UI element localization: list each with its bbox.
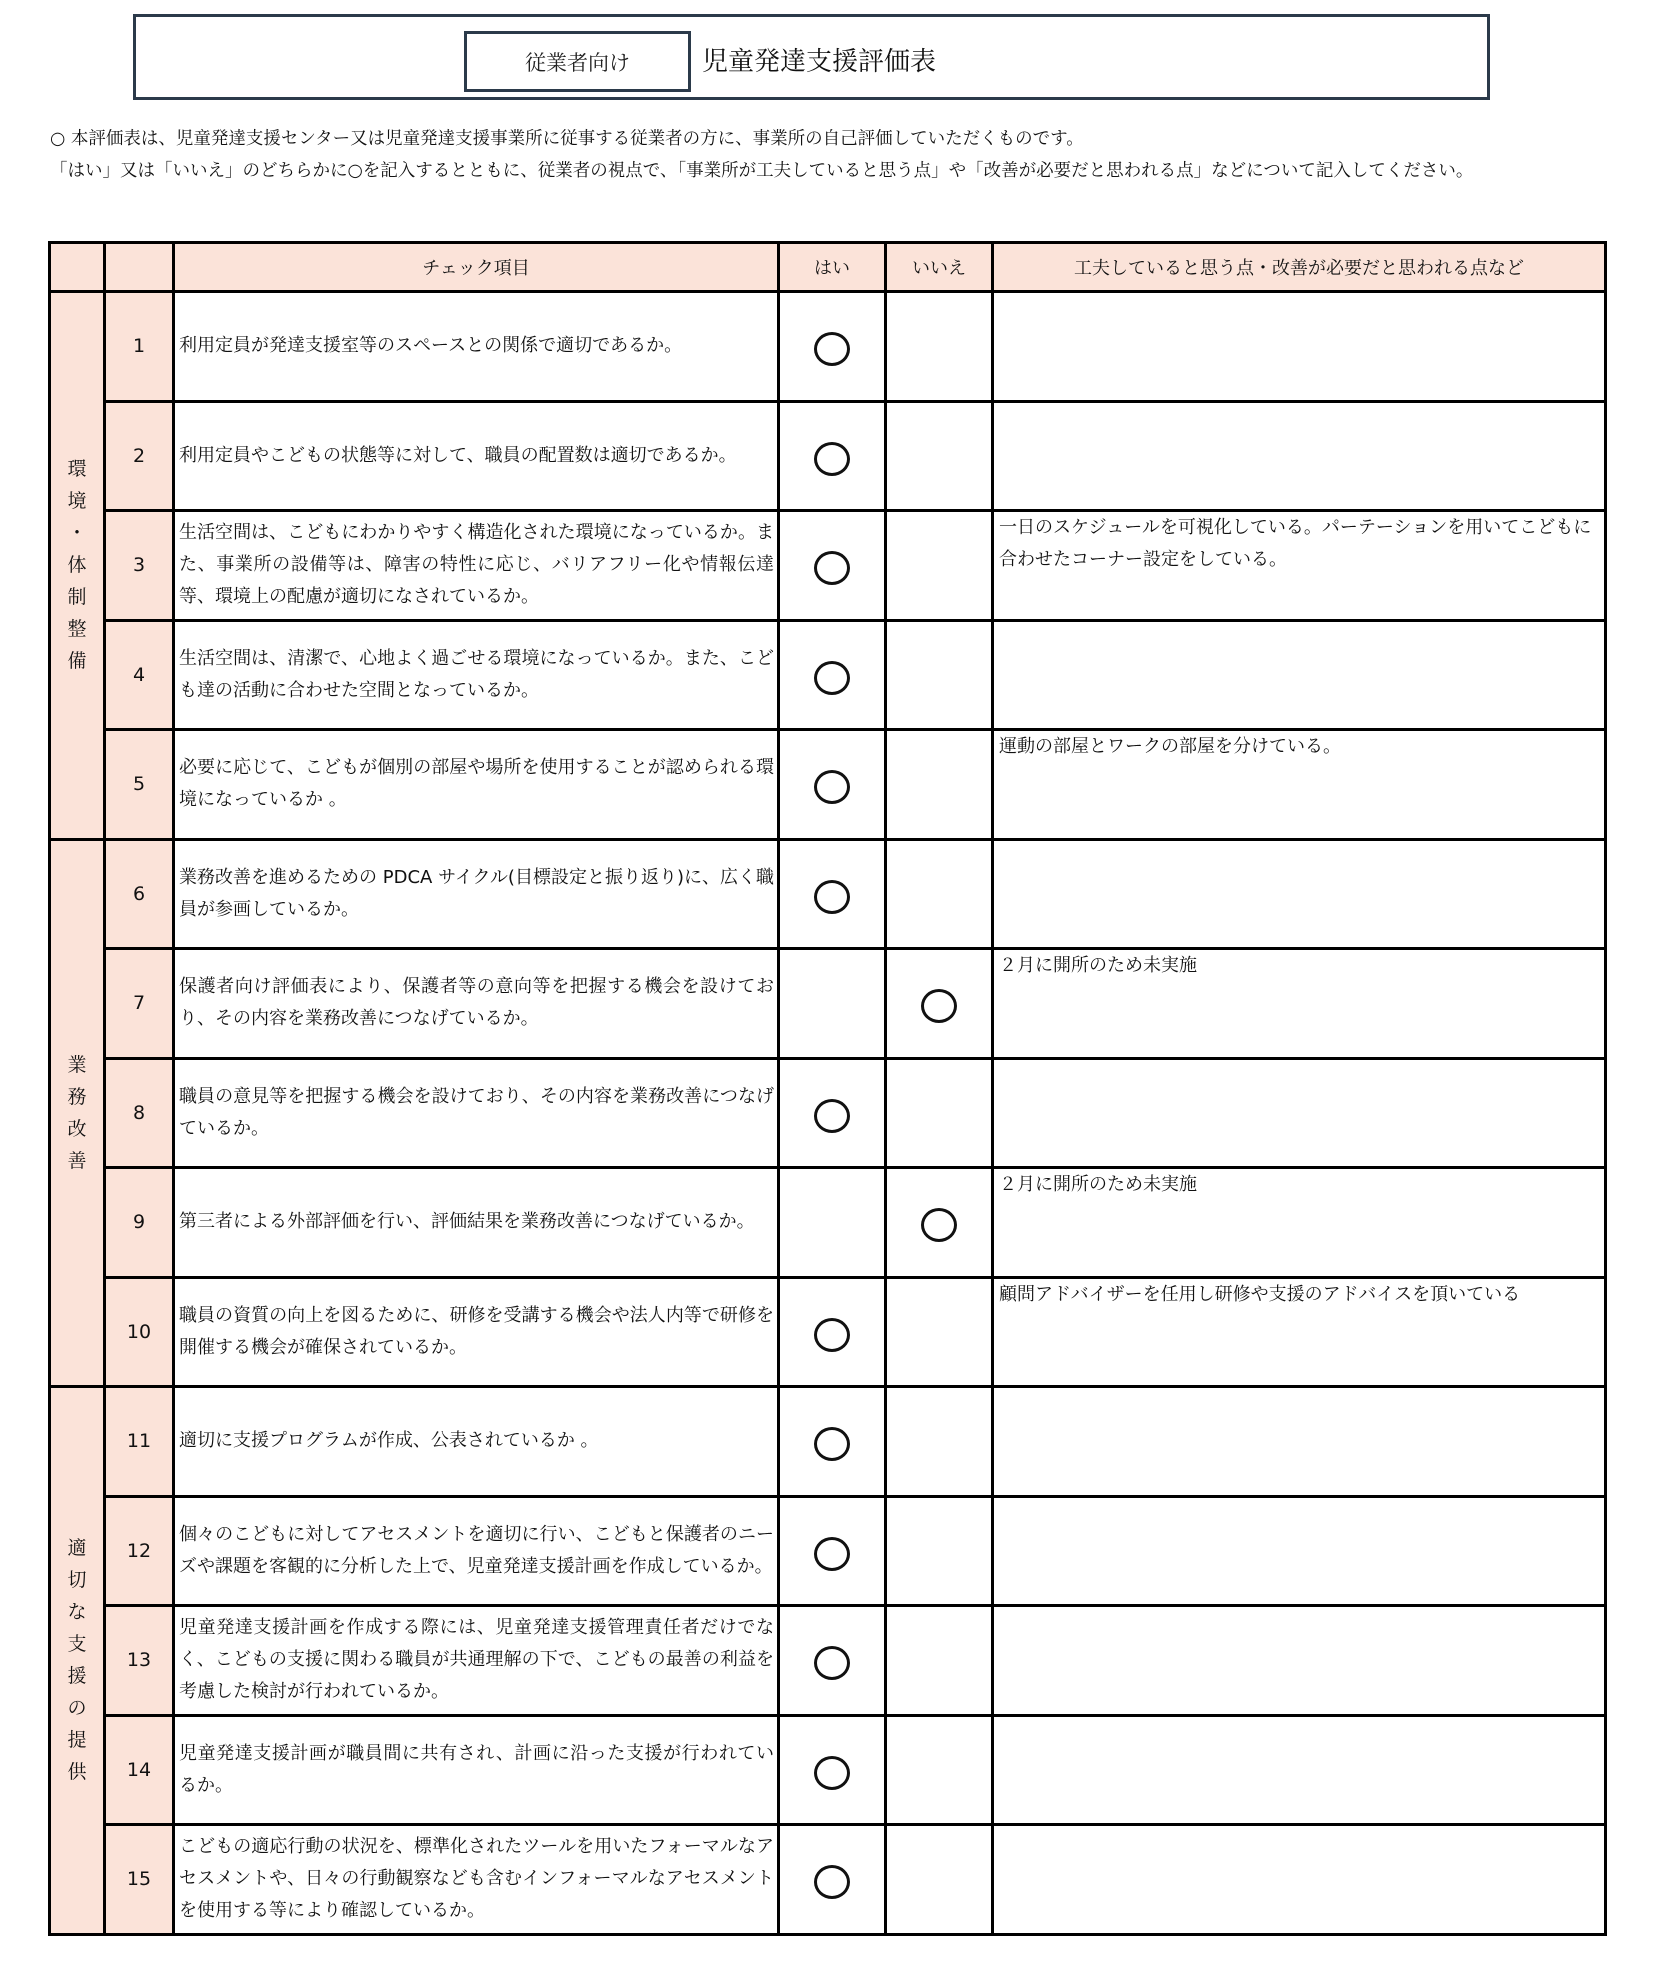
table-row: [50, 401, 1606, 511]
no-cell[interactable]: [886, 1168, 993, 1278]
table-row: [50, 292, 1606, 402]
item-number: 13: [105, 1606, 174, 1716]
comment-cell[interactable]: [993, 620, 1606, 730]
evaluation-table: [48, 241, 1607, 1936]
check-item-text: こどもの適応行動の状況を、標準化されたツールを用いたフォーマルなアセスメントや、日々の行動観察なども含むインフォーマルなアセスメントを使用する等により確認しているか。: [174, 1825, 779, 1935]
table-row: [50, 1168, 1606, 1278]
check-item-text: 個々のこどもに対してアセスメントを適切に行い、こどもと保護者のニーズや課題を客観的に分析した上で、児童発達支援計画を作成しているか。: [174, 1496, 779, 1606]
item-number: 14: [105, 1715, 174, 1825]
check-item-text: 児童発達支援計画を作成する際には、児童発達支援管理責任者だけでなく、こどもの支援に関わる職員が共通理解の下で、こどもの最善の利益を考慮した検討が行われているか。: [174, 1606, 779, 1716]
item-number: 15: [105, 1825, 174, 1935]
circle-mark-icon: [814, 442, 850, 476]
category-char: ・: [67, 522, 87, 545]
comment-cell[interactable]: [993, 1715, 1606, 1825]
category-char: 供: [67, 1761, 87, 1784]
category-char: 制: [67, 586, 87, 609]
yes-cell[interactable]: [779, 1387, 886, 1497]
no-cell[interactable]: [886, 620, 993, 730]
comment-cell[interactable]: ２月に開所のため未実施: [993, 949, 1606, 1059]
category-char: 援: [67, 1665, 87, 1688]
title-box: [133, 14, 1490, 100]
circle-mark-icon: [814, 1865, 850, 1899]
item-number: 7: [105, 949, 174, 1059]
category-char: 善: [67, 1149, 87, 1172]
no-cell[interactable]: [886, 1496, 993, 1606]
comment-cell[interactable]: [993, 1825, 1606, 1935]
circle-mark-icon: [814, 1318, 850, 1352]
item-number: 4: [105, 620, 174, 730]
item-number: 8: [105, 1058, 174, 1168]
category-char: 改: [67, 1117, 87, 1140]
check-item-text: 業務改善を進めるための PDCA サイクル(目標設定と振り返り)に、広く職員が参画しているか。: [174, 839, 779, 949]
circle-mark-icon: [814, 1099, 850, 1133]
yes-cell[interactable]: [779, 949, 886, 1059]
category-char: 整: [67, 618, 87, 641]
table-row: [50, 1058, 1606, 1168]
page-title: 児童発達支援評価表: [702, 47, 937, 77]
comment-cell[interactable]: 一日のスケジュールを可視化している。パーテーションを用いてこどもに合わせたコーナー設定をしている。: [993, 511, 1606, 621]
no-cell[interactable]: [886, 1715, 993, 1825]
item-number: 5: [105, 730, 174, 840]
table-row: [50, 1606, 1606, 1716]
no-cell[interactable]: [886, 730, 993, 840]
check-item-text: 必要に応じて、こどもが個別の部屋や場所を使用することが認められる環境になっているか 。: [174, 730, 779, 840]
table-row: [50, 1277, 1606, 1387]
yes-cell[interactable]: [779, 292, 886, 402]
yes-cell[interactable]: [779, 1606, 886, 1716]
comment-cell[interactable]: 顧問アドバイザーを任用し研修や支援のアドバイスを頂いている: [993, 1277, 1606, 1387]
check-item-text: 児童発達支援計画が職員間に共有され、計画に沿った支援が行われているか。: [174, 1715, 779, 1825]
header-check-item: チェック項目: [174, 243, 779, 292]
circle-mark-icon: [921, 1208, 957, 1242]
table-row: [50, 839, 1606, 949]
circle-mark-icon: [814, 1756, 850, 1790]
comment-cell[interactable]: [993, 1058, 1606, 1168]
circle-mark-icon: [814, 1646, 850, 1680]
header-category: [50, 243, 105, 292]
no-cell[interactable]: [886, 401, 993, 511]
item-number: 10: [105, 1277, 174, 1387]
item-number: 11: [105, 1387, 174, 1497]
yes-cell[interactable]: [779, 839, 886, 949]
category-char: 境: [67, 490, 87, 513]
category-char: 業: [67, 1053, 87, 1076]
circle-mark-icon: [814, 1537, 850, 1571]
item-number: 6: [105, 839, 174, 949]
yes-cell[interactable]: [779, 1496, 886, 1606]
table-row: [50, 511, 1606, 621]
check-item-text: 生活空間は、こどもにわかりやすく構造化された環境になっているか。また、事業所の設備等は、障害の特性に応じ、バリアフリー化や情報伝達等、環境上の配慮が適切になされているか。: [174, 511, 779, 621]
no-cell[interactable]: [886, 1277, 993, 1387]
table-row: [50, 1387, 1606, 1497]
no-cell[interactable]: [886, 511, 993, 621]
comment-cell[interactable]: [993, 1387, 1606, 1497]
comment-cell[interactable]: [993, 1496, 1606, 1606]
table-row: [50, 1715, 1606, 1825]
table-row: [50, 730, 1606, 840]
yes-cell[interactable]: [779, 1277, 886, 1387]
yes-cell[interactable]: [779, 1058, 886, 1168]
comment-cell[interactable]: [993, 401, 1606, 511]
no-cell[interactable]: [886, 949, 993, 1059]
category-char: 適: [67, 1537, 87, 1560]
category-char: 環: [67, 458, 87, 481]
yes-cell[interactable]: [779, 1825, 886, 1935]
audience-label: 従業者向け: [464, 31, 691, 92]
yes-cell[interactable]: [779, 1715, 886, 1825]
check-item-text: 第三者による外部評価を行い、評価結果を業務改善につなげているか。: [174, 1168, 779, 1278]
item-number: 12: [105, 1496, 174, 1606]
no-cell[interactable]: [886, 292, 993, 402]
comment-cell[interactable]: [993, 292, 1606, 402]
header-number: [105, 243, 174, 292]
category-char: 支: [67, 1633, 87, 1656]
check-item-text: 生活空間は、清潔で、心地よく過ごせる環境になっているか。また、こども達の活動に合わせた空間となっているか。: [174, 620, 779, 730]
no-cell[interactable]: [886, 1606, 993, 1716]
item-number: 9: [105, 1168, 174, 1278]
category-label: [50, 1387, 105, 1935]
no-cell[interactable]: [886, 1387, 993, 1497]
circle-mark-icon: [814, 770, 850, 804]
check-item-text: 保護者向け評価表により、保護者等の意向等を把握する機会を設けており、その内容を業務改善につなげているか。: [174, 949, 779, 1059]
check-item-text: 利用定員やこどもの状態等に対して、職員の配置数は適切であるか。: [174, 401, 779, 511]
check-item-text: 職員の意見等を把握する機会を設けており、その内容を業務改善につなげているか。: [174, 1058, 779, 1168]
table-header-row: [50, 243, 1606, 292]
header-no: いいえ: [886, 243, 993, 292]
no-cell[interactable]: [886, 1825, 993, 1935]
no-cell[interactable]: [886, 1058, 993, 1168]
comment-cell[interactable]: [993, 839, 1606, 949]
yes-cell[interactable]: [779, 620, 886, 730]
table-row: [50, 620, 1606, 730]
check-item-text: 職員の資質の向上を図るために、研修を受講する機会や法人内等で研修を開催する機会が確保されているか。: [174, 1277, 779, 1387]
no-cell[interactable]: [886, 839, 993, 949]
category-label: [50, 839, 105, 1387]
table-row: [50, 1825, 1606, 1935]
yes-cell[interactable]: [779, 511, 886, 621]
instruction-line-2: 「はい」又は「いいえ」のどちらかに○を記入するとともに、従業者の視点で、「事業所が工夫していると思う点」や「改善が必要だと思われる点」などについて記入してください。: [50, 160, 1474, 181]
comment-cell[interactable]: [993, 1606, 1606, 1716]
category-label: [50, 292, 105, 840]
item-number: 1: [105, 292, 174, 402]
circle-mark-icon: [814, 661, 850, 695]
yes-cell[interactable]: [779, 1168, 886, 1278]
yes-cell[interactable]: [779, 730, 886, 840]
header-comment: 工夫していると思う点・改善が必要だと思われる点など: [993, 243, 1606, 292]
category-char: 体: [67, 554, 87, 577]
circle-mark-icon: [814, 880, 850, 914]
circle-mark-icon: [814, 1427, 850, 1461]
item-number: 2: [105, 401, 174, 511]
category-char: 備: [67, 650, 87, 673]
table-row: [50, 949, 1606, 1059]
comment-cell[interactable]: 運動の部屋とワークの部屋を分けている。: [993, 730, 1606, 840]
comment-cell[interactable]: ２月に開所のため未実施: [993, 1168, 1606, 1278]
category-char: 提: [67, 1729, 87, 1752]
check-item-text: 利用定員が発達支援室等のスペースとの関係で適切であるか。: [174, 292, 779, 402]
table-body: [50, 292, 1606, 1935]
header-yes: はい: [779, 243, 886, 292]
circle-mark-icon: [814, 332, 850, 366]
item-number: 3: [105, 511, 174, 621]
category-char: な: [67, 1601, 87, 1624]
circle-mark-icon: [814, 551, 850, 585]
category-char: 務: [67, 1085, 87, 1108]
check-item-text: 適切に支援プログラムが作成、公表されているか 。: [174, 1387, 779, 1497]
circle-mark-icon: [921, 989, 957, 1023]
instruction-line-1: ○ 本評価表は、児童発達支援センター又は児童発達支援事業所に従事する従業者の方に、事業所の自己評価していただくものです。: [50, 129, 1084, 149]
category-char: 切: [67, 1569, 87, 1592]
yes-cell[interactable]: [779, 401, 886, 511]
table-row: [50, 1496, 1606, 1606]
instructions: [50, 124, 1610, 187]
category-char: の: [67, 1697, 87, 1720]
